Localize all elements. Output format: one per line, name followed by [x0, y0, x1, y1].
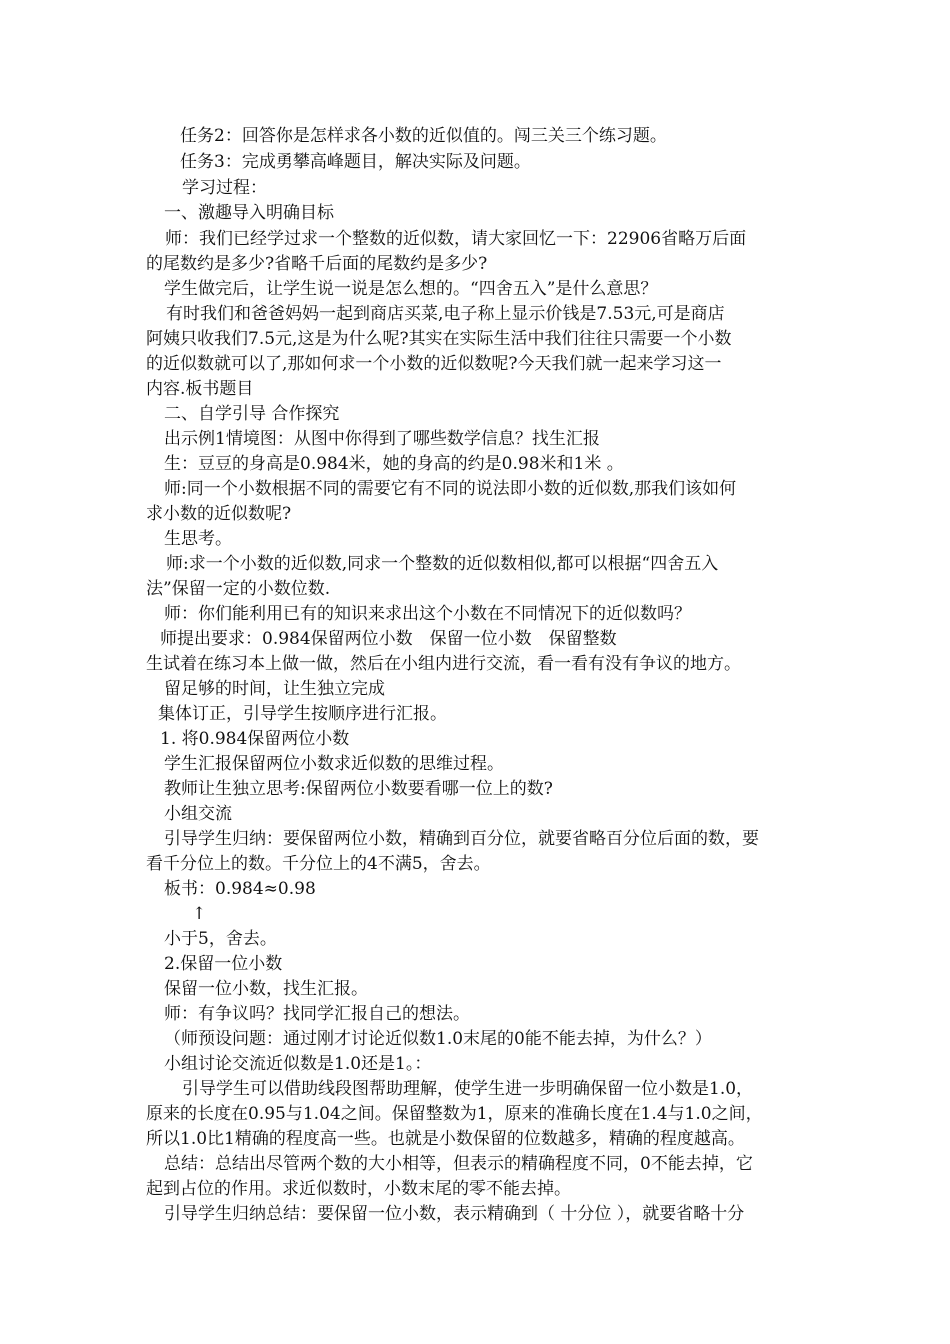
- text-line: 起到占位的作用。求近似数时，小数末尾的零不能去掉。: [146, 1179, 571, 1199]
- text-line: 生：豆豆的身高是0.984米，她的身高的约是0.98米和1米 。: [164, 454, 624, 474]
- text-line: 总结：总结出尽管两个数的大小相等，但表示的精确程度不同，0不能去掉，它: [164, 1154, 753, 1174]
- text-line: 看千分位上的数。千分位上的4不满5，舍去。: [146, 854, 491, 874]
- text-line: 引导学生可以借助线段图帮助理解，使学生进一步明确保留一位小数是1.0，: [182, 1079, 754, 1099]
- text-line: 学生汇报保留两位小数求近似数的思维过程。: [164, 754, 504, 774]
- text-line: 集体订正，引导学生按顺序进行汇报。: [158, 704, 447, 724]
- text-line: 求小数的近似数呢?: [146, 504, 292, 524]
- text-line: 任务3：完成勇攀高峰题目，解决实际及问题。: [180, 152, 531, 172]
- text-line: 阿姨只收我们7.5元,这是为什么呢?其实在实际生活中我们往往只需要一个小数: [146, 329, 732, 349]
- text-line: 师：你们能利用已有的知识来求出这个小数在不同情况下的近似数吗？: [164, 604, 691, 624]
- text-line: 小于5，舍去。: [164, 929, 277, 949]
- text-line: 师：我们已经学过求一个整数的近似数，请大家回忆一下：22906省略万后面: [165, 229, 747, 249]
- text-line: 引导学生归纳：要保留两位小数，精确到百分位，就要省略百分位后面的数，要: [164, 829, 759, 849]
- text-line: 所以1.0比1精确的程度高一些。也就是小数保留的位数越多，精确的程度越高。: [146, 1129, 745, 1149]
- text-line: 板书：0.984≈0.98: [164, 879, 316, 899]
- text-line: 生思考。: [164, 529, 232, 549]
- text-line: 有时我们和爸爸妈妈一起到商店买菜,电子称上显示价钱是7.53元,可是商店: [166, 304, 725, 324]
- text-line: 法”保留一定的小数位数.: [146, 579, 331, 599]
- text-line: 教师让生独立思考:保留两位小数要看哪一位上的数?: [164, 779, 553, 799]
- text-line: 1. 将0.984保留两位小数: [160, 729, 350, 749]
- text-line: 师:求一个小数的近似数,同求一个整数的近似数相似,都可以根据“四舍五入: [166, 554, 719, 574]
- text-line: 学习过程：: [182, 178, 267, 198]
- text-line: 学生做完后，让学生说一说是怎么想的。“四舍五入”是什么意思？: [164, 279, 658, 299]
- text-line: 留足够的时间，让生独立完成: [164, 679, 385, 699]
- text-line: 任务2：回答你是怎样求各小数的近似值的。闯三关三个练习题。: [180, 126, 667, 146]
- text-line: 师：有争议吗？找同学汇报自己的想法。: [164, 1004, 470, 1024]
- text-line: 生试着在练习本上做一做，然后在小组内进行交流，看一看有没有争议的地方。: [146, 654, 741, 674]
- section-heading: 一、激趣导入明确目标: [164, 203, 334, 223]
- section-heading: 二、自学引导 合作探究: [164, 404, 340, 424]
- text-line: 保留一位小数，找生汇报。: [164, 979, 368, 999]
- text-line: 出示例1情境图：从图中你得到了哪些数学信息？找生汇报: [164, 429, 600, 449]
- text-line: 的近似数就可以了,那如何求一个小数的近似数呢?今天我们就一起来学习这一: [146, 354, 722, 374]
- text-line: 小组交流: [164, 804, 232, 824]
- text-line: 引导学生归纳总结：要保留一位小数，表示精确到（ 十分位 ），就要省略十分: [164, 1204, 745, 1224]
- text-line: 的尾数约是多少?省略千后面的尾数约是多少?: [146, 254, 488, 274]
- text-line: 内容.板书题目: [146, 379, 254, 399]
- arrow-up: ↑: [192, 904, 207, 924]
- text-line: 师:同一个小数根据不同的需要它有不同的说法即小数的近似数,那我们该如何: [164, 479, 737, 499]
- text-line: 小组讨论交流近似数是1.0还是1。：: [164, 1054, 432, 1074]
- text-line: 原来的长度在0.95与1.04之间。保留整数为1，原来的准确长度在1.4与1.0之间，: [146, 1104, 763, 1124]
- text-line: 师提出要求：0.984保留两位小数 保留一位小数 保留整数: [160, 629, 617, 649]
- text-line: （师预设问题：通过刚才讨论近似数1.0末尾的0能不能去掉，为什么？）: [164, 1029, 712, 1049]
- text-line: 2.保留一位小数: [164, 954, 283, 974]
